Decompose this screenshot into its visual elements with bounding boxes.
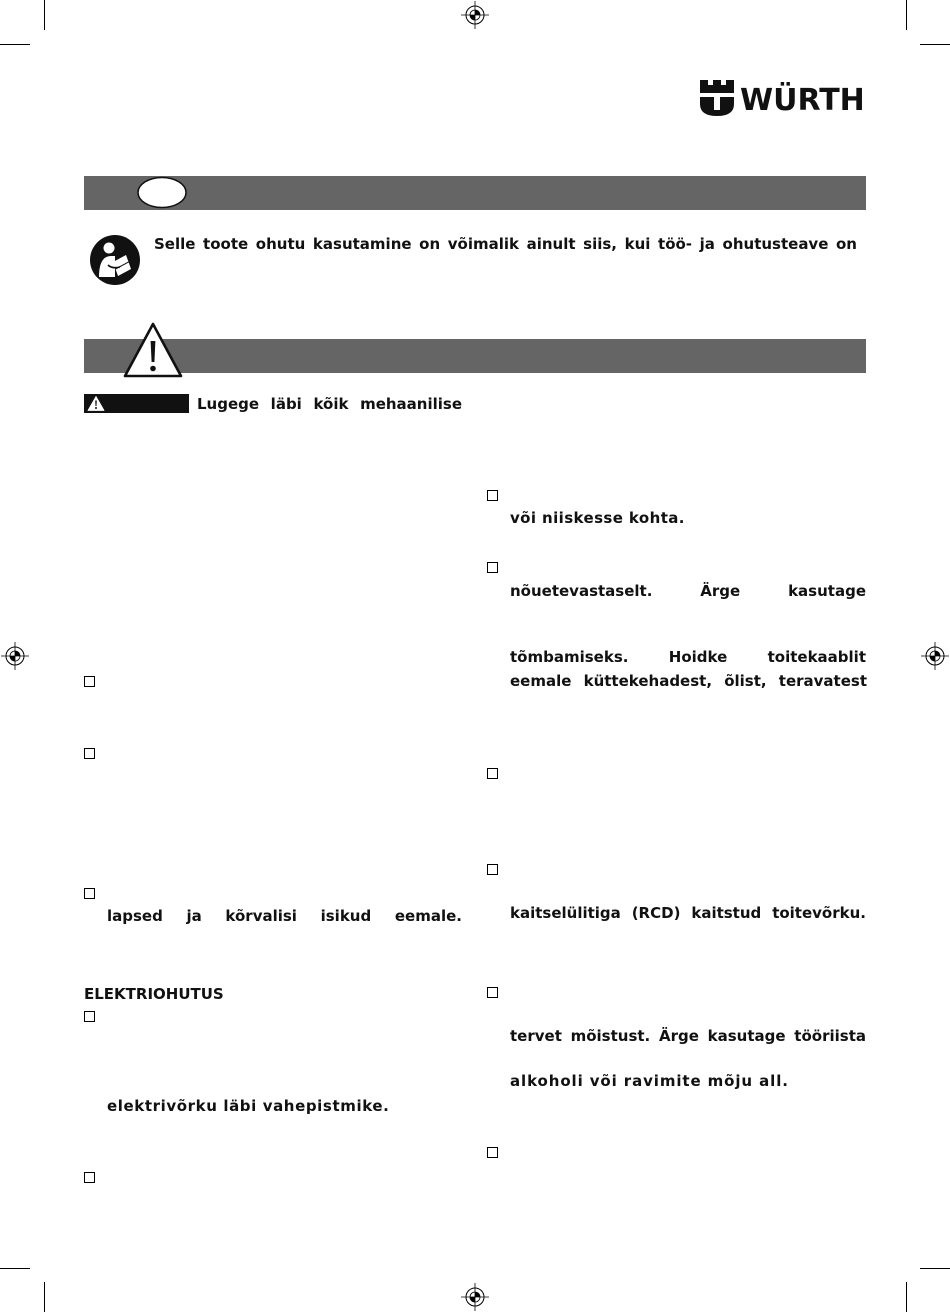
- bullet-square-icon: [487, 562, 498, 573]
- registration-mark-icon: [920, 641, 950, 671]
- section-bar-warning: [84, 339, 866, 373]
- read-manual-icon: [90, 235, 140, 285]
- brand-wordmark: WÜRTH: [740, 83, 865, 118]
- warning-triangle-small-icon: [87, 395, 105, 412]
- bullet-square-icon: [487, 490, 498, 501]
- intro-safety-notice: Selle toote ohutu kasutamine on võimalik ainult siis, kui töö- ja ohutusteave on: [154, 235, 857, 253]
- crop-mark-top-left-horizontal: [0, 44, 30, 45]
- crop-mark-top-left-vertical: [44, 0, 45, 30]
- section-heading-electrical: ELEKTRIOHUTUS: [84, 985, 224, 1003]
- bullet-square-icon: [84, 888, 95, 899]
- right-line-common-sense: tervet mõistust. Ärge kasutage tööriista: [510, 1027, 866, 1045]
- left-line-children: lapsed ja kõrvalisi isikud eemale.: [107, 907, 462, 925]
- warning-triangle-icon: [122, 321, 184, 379]
- bullet-square-icon: [84, 676, 95, 687]
- warning-lead-text: Lugege läbi kõik mehaanilise: [197, 395, 462, 413]
- bullet-square-icon: [487, 864, 498, 875]
- crop-mark-bottom-left-horizontal: [0, 1268, 30, 1269]
- right-line-moisture: või niiskesse kohta.: [510, 509, 685, 527]
- warning-label: [84, 394, 189, 413]
- crop-mark-bottom-right-horizontal: [920, 1268, 950, 1269]
- registration-mark-icon: [460, 0, 490, 30]
- right-line-rcd: kaitselülitiga (RCD) kaitstud toitevõrku.: [510, 904, 866, 922]
- right-line-alcohol: alkoholi või ravimite mõju all.: [510, 1072, 789, 1090]
- section-bar-intro: [84, 176, 866, 210]
- left-line-adapter: elektrivõrku läbi vahepistmike.: [107, 1097, 390, 1115]
- crop-mark-top-right-vertical: [906, 0, 907, 30]
- registration-mark-icon: [460, 1282, 490, 1312]
- wurth-emblem-icon: [700, 80, 734, 116]
- crop-mark-top-right-horizontal: [920, 44, 950, 45]
- crop-mark-bottom-right-vertical: [906, 1282, 907, 1312]
- bullet-square-icon: [487, 1147, 498, 1158]
- bullet-square-icon: [84, 1172, 95, 1183]
- right-line-cable-heat: eemale küttekehadest, õlist, teravatest: [510, 672, 867, 690]
- right-line-cable-pulling: tõmbamiseks. Hoidke toitekaablit: [510, 648, 866, 666]
- bullet-square-icon: [84, 748, 95, 759]
- language-badge: [136, 176, 188, 209]
- registration-mark-icon: [0, 641, 30, 671]
- crop-mark-bottom-left-vertical: [44, 1282, 45, 1312]
- bullet-square-icon: [84, 1011, 95, 1022]
- right-line-cable-misuse: nõuetevastaselt. Ärge kasutage: [510, 582, 866, 600]
- bullet-square-icon: [487, 768, 498, 779]
- bullet-square-icon: [487, 987, 498, 998]
